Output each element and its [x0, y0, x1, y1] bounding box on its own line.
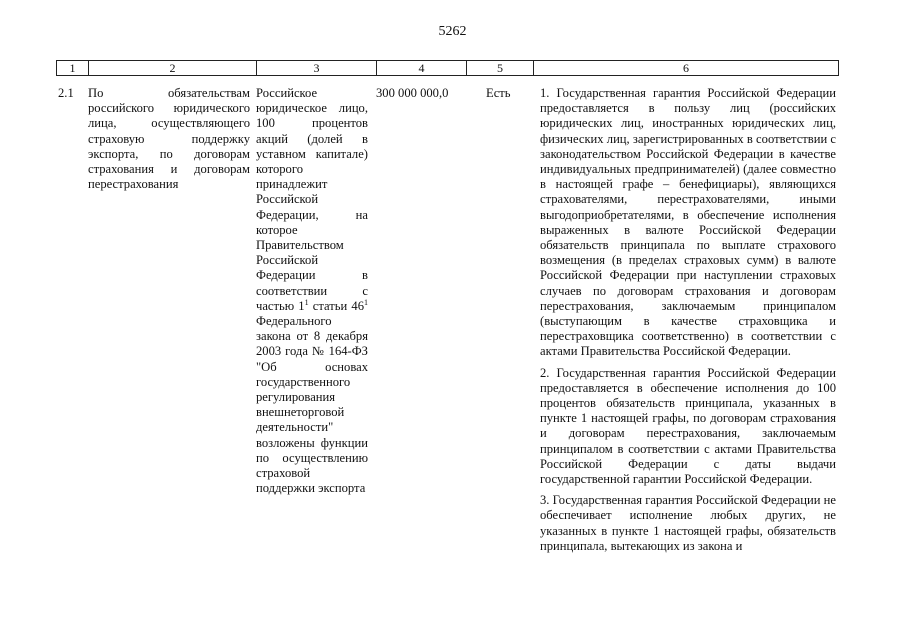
column-header-1: 1: [57, 61, 89, 76]
condition-paragraph-1: 1. Государственная гарантия Российской Федерации предоставляется в пользу лиц (российских юридических лиц, иностранных юридических лиц, физических лиц, зарегистрированных в соответствии с законодательством Российской Федерации в качестве индивидуальных предпринимателей) (далее совместно в настоящей графе – бенефициары), являющихся страхователями, перестрахователями, иными выгодоприобретателями, в обеспечение исполнения выраженных в валюте Российской Федерации обязательств принципала по выплате страхового возмещения (в пределах страховых сумм) в валюте Российской Федерации при наступлении страховых случаев по договорам страхования и договорам перестрахования, заключаемым принципалом (выступающим в качестве страховщика и перестраховщика соответственно) в соответствии с актами Правительства Российской Федерации.: [540, 86, 836, 359]
recourse-status: Есть: [486, 86, 511, 100]
condition-paragraph-2: 2. Государственная гарантия Российской Федерации предоставляется в обеспечение исполнения до 100 процентов обязательств принципала, указанных в пункте 1 настоящей графы, по договорам страхования и договорам перестрахования, заключаемым принципалом в соответствии с актами Правительства Российской Федерации с даты выдачи государственной гарантии Российской Федерации.: [540, 365, 836, 487]
column-header-6: 6: [534, 61, 839, 76]
principal-text-1: Российское юридическое лицо, 100 процентов акций (долей в уставном капитале) которого принадлежит Российской Федерации, на которое Правительством Российской Федерации в соответствии с частью 1: [256, 86, 368, 313]
superscript-1: 1: [304, 297, 309, 307]
column-header-row: [56, 60, 839, 76]
condition-paragraph-3: 3. Государственная гарантия Российской Федерации не обеспечивает исполнение любых других, не указанных в пункте 1 настоящей графы, обязательств принципала, вытекающих из закона и: [540, 493, 836, 553]
superscript-2: 1: [364, 297, 368, 307]
guarantee-amount: 300 000 000,0: [376, 86, 449, 100]
page-number: 5262: [438, 24, 467, 39]
guarantee-conditions: [540, 86, 836, 560]
column-header-3: 3: [257, 61, 377, 76]
column-header-2: 2: [89, 61, 257, 76]
obligation-description: По обязательствам российского юридического лица, осуществляющего страховую поддержку экспорта, по договорам страхования и договорам перестрахования: [88, 86, 250, 192]
principal-text-2: статьи 46: [308, 298, 364, 313]
column-header-4: 4: [377, 61, 467, 76]
row-number: 2.1: [58, 86, 74, 100]
column-header-5: 5: [467, 61, 534, 76]
principal-text-3: Федерального закона от 8 декабря 2003 года № 164-ФЗ "Об основах государственного регулирования внешнеторговой деятельности" возложены функции по осуществлению страховой поддержки экспорта: [256, 314, 368, 496]
principal-description: [256, 86, 368, 496]
